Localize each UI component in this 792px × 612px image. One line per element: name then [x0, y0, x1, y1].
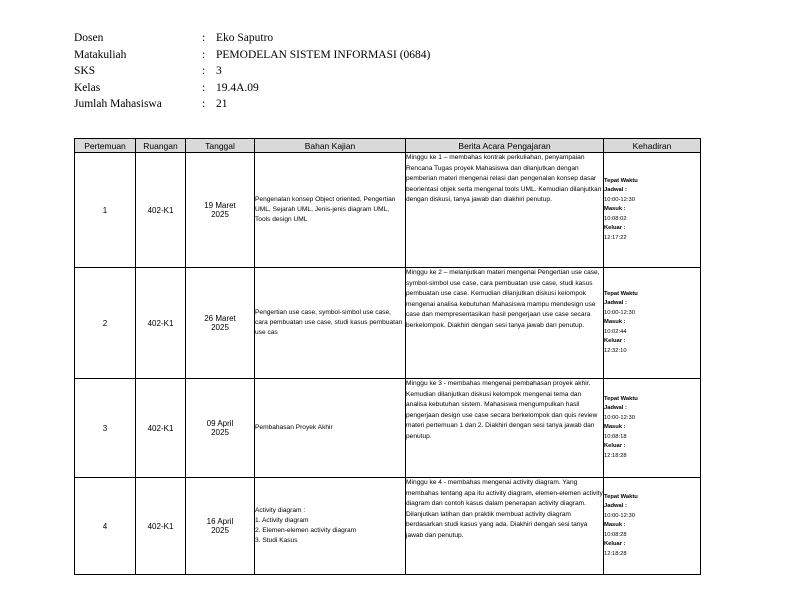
tanggal-line: 26 Maret [204, 314, 236, 323]
info-colon: : [202, 48, 206, 61]
tanggal-line: 2025 [211, 323, 229, 332]
tanggal-line: 09 April [206, 419, 234, 428]
table-row [75, 379, 701, 478]
course-info [74, 30, 430, 113]
cell-berita-acara: Minggu ke 2 – melanjutkan materi mengenai Pengertian use case, symbol-simbol use case, cara pembuatan use case, studi kasus pembuatan use case. Kemudian dilanjutkan diskusi kelompok mengenai analisa kebutuhan Mahasiswa mampu mendesign use case dan mempresentasikan hasil pengerjaan use case secara berkelompok. Diakhiri dengan sesi tanya jawab dan penutup. [406, 268, 604, 379]
kehadiran-line: Masuk : [604, 319, 626, 326]
kehadiran-line: Tepat Waktu [604, 177, 638, 184]
info-label: Matakuliah [74, 48, 127, 61]
teaching-report-table [74, 138, 701, 575]
cell-kehadiran [604, 478, 701, 575]
cell-kehadiran [604, 153, 701, 268]
kehadiran-line: Jadwal : [604, 300, 627, 307]
header-bahan-kajian: Bahan Kajian [255, 139, 406, 153]
info-value: 21 [216, 98, 228, 111]
kehadiran-line: 12:18:28 [604, 550, 627, 557]
info-colon: : [202, 98, 206, 111]
table-header-row [75, 139, 701, 153]
cell-bahan-kajian [255, 153, 406, 268]
kehadiran-line: Tepat Waktu [604, 395, 638, 402]
kehadiran-line: 12:32:10 [604, 347, 627, 354]
kehadiran-line: Keluar : [604, 338, 626, 345]
kehadiran-line: Jadwal : [604, 503, 627, 510]
header-ruangan: Ruangan [136, 139, 186, 153]
cell-kehadiran [604, 379, 701, 478]
bahan-line: Pengenalan konsep Object oriented, Pengertian UML, Sejarah UML, Jenis-jenis diagram UML, Tools design UML [255, 196, 396, 223]
info-value: PEMODELAN SISTEM INFORMASI (0684) [216, 48, 431, 61]
cell-berita-acara: Minggu ke 4 - membahas mengenai activity diagram. Yang membahas tentang apa itu activity diagram, elemen-elemen activity diagram dan contoh kasus dalam penerapan activity diagram. Dilanjutkan latihan dan praktik membuat activity diagram berdasarkan studi kasus yang ada. Diakhiri dengan sesi tanya jawab dan penutup. [406, 478, 604, 575]
kehadiran-line: 10:08:02 [604, 215, 627, 222]
kehadiran-line: 10:00-12:30 [604, 512, 635, 519]
kehadiran-line: Tepat Waktu [604, 493, 638, 500]
header-berita-acara: Berita Acara Pengajaran [406, 139, 604, 153]
kehadiran-line: 10:00-12:30 [604, 196, 635, 203]
table-row [75, 478, 701, 575]
cell-pertemuan: 4 [75, 478, 136, 575]
bahan-line: 2. Elemen-elemen activity diagram [255, 527, 357, 534]
kehadiran-line: Keluar : [604, 443, 626, 450]
kehadiran-line: Tepat Waktu [604, 290, 638, 297]
cell-tanggal [186, 153, 255, 268]
info-row-matakuliah [74, 47, 430, 64]
cell-berita-acara: Minggu ke 3 - membahas mengenai pembahasan proyek akhir. Kemudian dilanjutkan diskusi kelompok mengenai tema dan analisa kebutuhan sistem. Mahasiswa mengumpulkan hasil pengerjaan design use case secara berkelompok dan quis review materi pertemuan 1 dan 2. Diakhiri dengan sesi tanya jawab dan penutup. [406, 379, 604, 478]
kehadiran-line: 10:08:28 [604, 531, 627, 538]
info-value: 19.4A.09 [216, 81, 259, 94]
info-label: SKS [74, 65, 96, 78]
info-label: Kelas [74, 81, 101, 94]
kehadiran-line: 10:00-12:30 [604, 309, 635, 316]
tanggal-line: 19 Maret [204, 201, 236, 210]
info-row-dosen [74, 30, 430, 47]
bahan-line: 3. Studi Kasus [255, 537, 298, 544]
tanggal-line: 2025 [211, 210, 229, 219]
bahan-line: Activity diagram : [255, 507, 306, 514]
cell-ruangan: 402-K1 [136, 478, 186, 575]
cell-ruangan: 402-K1 [136, 153, 186, 268]
cell-ruangan: 402-K1 [136, 379, 186, 478]
info-colon: : [202, 32, 206, 45]
kehadiran-line: Jadwal : [604, 405, 627, 412]
info-label: Dosen [74, 32, 104, 45]
info-colon: : [202, 81, 206, 94]
kehadiran-line: Masuk : [604, 424, 626, 431]
tanggal-line: 2025 [211, 526, 229, 535]
header-kehadiran: Kehadiran [604, 139, 701, 153]
bahan-line: Pengertian use case, symbol-simbol use case, cara pembuatan use case, studi kasus pembuatan use cas [255, 309, 403, 336]
cell-tanggal [186, 379, 255, 478]
cell-pertemuan: 1 [75, 153, 136, 268]
kehadiran-line: Keluar : [604, 225, 626, 232]
cell-pertemuan: 3 [75, 379, 136, 478]
kehadiran-line: 12:18:28 [604, 452, 627, 459]
info-label: Jumlah Mahasiswa [74, 98, 162, 111]
kehadiran-line: Keluar : [604, 541, 626, 548]
bahan-line: 1. Activity diagram [255, 517, 309, 524]
header-pertemuan: Pertemuan [75, 139, 136, 153]
kehadiran-line: 12:17:22 [604, 234, 627, 241]
cell-berita-acara: Minggu ke 1 – membahas kontrak perkuliahan, penyampaian Rencana Tugas proyek Mahasiswa dan dilanjutkan dengan pemberian materi mengenai relasi dan pengenalan konsep dasar beorientasi objek serta mengenal tools UML. Kemudian dilanjutkan dengan diskusi, tanya jawab dan diakhiri penutup. [406, 153, 604, 268]
cell-bahan-kajian [255, 268, 406, 379]
cell-pertemuan: 2 [75, 268, 136, 379]
info-colon: : [202, 65, 206, 78]
table-row [75, 268, 701, 379]
tanggal-line: 2025 [211, 428, 229, 437]
info-value: Eko Saputro [216, 32, 274, 45]
table-row [75, 153, 701, 268]
bahan-line: Pembahasan Proyek Akhir [255, 424, 333, 431]
info-row-kelas [74, 80, 430, 97]
cell-bahan-kajian [255, 478, 406, 575]
cell-tanggal [186, 478, 255, 575]
info-value: 3 [216, 65, 222, 78]
cell-ruangan: 402-K1 [136, 268, 186, 379]
kehadiran-line: 10:08:18 [604, 433, 627, 440]
cell-tanggal [186, 268, 255, 379]
cell-bahan-kajian [255, 379, 406, 478]
kehadiran-line: Jadwal : [604, 187, 627, 194]
info-row-jumlah-mahasiswa [74, 96, 430, 113]
kehadiran-line: Masuk : [604, 522, 626, 529]
tanggal-line: 16 April [206, 517, 234, 526]
kehadiran-line: 10:00-12:30 [604, 414, 635, 421]
header-tanggal: Tanggal [186, 139, 255, 153]
kehadiran-line: Masuk : [604, 206, 626, 213]
kehadiran-line: 10:02:44 [604, 328, 627, 335]
cell-kehadiran [604, 268, 701, 379]
info-row-sks [74, 63, 430, 80]
